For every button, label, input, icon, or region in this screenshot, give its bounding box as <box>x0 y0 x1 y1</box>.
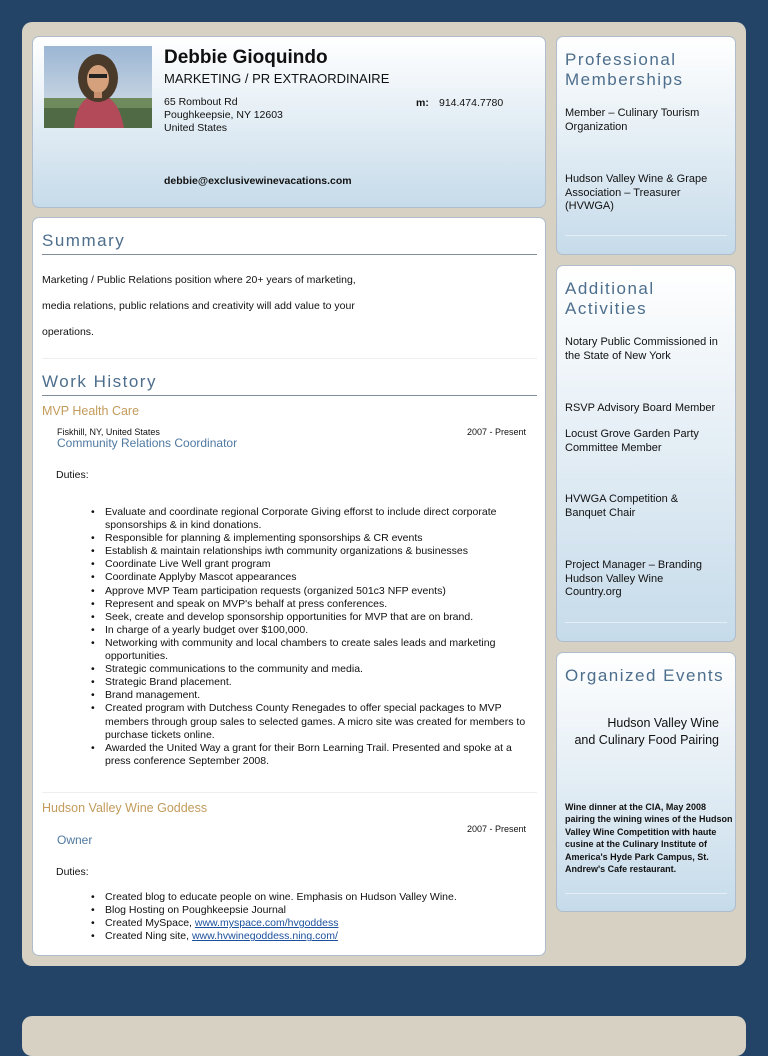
duty-item <box>91 891 536 904</box>
duty-item: • Strategic Brand placement. <box>91 676 536 689</box>
work-history-heading: Work History <box>42 372 157 391</box>
summary-text <box>42 267 532 345</box>
activity-item-5: Project Manager – Branding Hudson Valley Wine Country.org <box>565 559 702 598</box>
activity-item-3: Locust Grove Garden Party Committee Member <box>565 428 699 454</box>
duty-item: • Seek, create and develop sponsorship opportunities for MVP that are on brand. <box>91 611 536 624</box>
duty-item: • In charge of a yearly budget over $100,000. <box>91 624 536 637</box>
duty-item: • Evaluate and coordinate regional Corporate Giving efforst to include direct corporate sponsorships & in kind donations. <box>91 506 536 532</box>
activity-item-4: HVWGA Competition & Banquet Chair <box>565 493 679 519</box>
duty-text: Created MySpace, <box>105 917 195 930</box>
summary-heading: Summary <box>42 231 126 250</box>
ning-link[interactable]: www.hvwinegoddess.ning.com/ <box>191 930 338 943</box>
address-line-3: United States <box>164 122 228 134</box>
activities-heading-line-1: Additional <box>565 279 655 298</box>
duty-item <box>91 917 536 930</box>
job-1-dates: 2007 - Present <box>467 427 527 437</box>
phone-number: 914.474.7780 <box>439 97 504 109</box>
duty-item: • Coordinate Live Well grant program <box>91 558 536 571</box>
memberships-heading-line-2: Memberships <box>565 70 684 89</box>
duty-text: Created blog to educate people on wine. Emphasis on Hudson Valley Wine. <box>105 891 457 903</box>
duty-item: • Created program with Dutchess County Renegades to offer special packages to MVP members through group sales to selected games. A micro site was created for members to purchase tickets online. <box>91 702 536 741</box>
candidate-name: Debbie Gioquindo <box>164 47 328 68</box>
events-heading: Organized Events <box>565 666 725 685</box>
events-divider <box>565 893 727 894</box>
job-divider <box>42 792 537 793</box>
event-description-line-1: Wine dinner at the CIA, May 2008 <box>565 802 706 812</box>
email-address[interactable]: debbie@exclusivewinevacations.com <box>164 175 352 187</box>
memberships-card <box>556 36 736 255</box>
duty-item: • Awarded the United Way a grant for their Born Learning Trail. Presented and spoke at a press conference September 2008. <box>91 742 536 768</box>
job-2-duties-list <box>91 891 536 943</box>
duty-item: • Represent and speak on MVP's behalf at press conferences. <box>91 598 536 611</box>
job-1-location: Fiskhill, NY, United States <box>57 427 160 437</box>
phone-label: m: <box>416 97 429 109</box>
job-2-role: Owner <box>57 833 93 847</box>
summary-line-1: Marketing / Public Relations position where 20+ years of marketing, <box>42 274 356 286</box>
duty-item <box>91 904 536 917</box>
header-card <box>32 36 546 208</box>
event-description-line-4: cusine at the Culinary Institute of <box>565 839 708 850</box>
myspace-link[interactable]: www.myspace.com/hvgoddess <box>194 917 339 930</box>
membership-item-1: Member – Culinary Tourism Organization <box>565 107 700 133</box>
event-description <box>565 801 737 875</box>
job-1-duties-label: Duties: <box>56 469 89 481</box>
memberships-heading-line-1: Professional <box>565 50 677 69</box>
activities-divider <box>565 622 727 623</box>
next-page-frame <box>22 1016 746 1056</box>
address-line-2: Poughkeepsie, NY 12603 <box>164 109 283 121</box>
job-1-role: Community Relations Coordinator <box>57 436 238 450</box>
duty-item <box>91 930 536 943</box>
duty-item: • Approve MVP Team participation requests (organized 501c3 NFP events) <box>91 585 536 598</box>
memberships-divider <box>565 235 727 236</box>
duty-item: • Networking with community and local chambers to create sales leads and marketing opportunities. <box>91 637 536 663</box>
job-2-company: Hudson Valley Wine Goddess <box>42 801 208 815</box>
summary-line-2: media relations, public relations and creativity will add value to your <box>42 300 355 312</box>
events-card <box>556 652 736 912</box>
job-1-company: MVP Health Care <box>42 404 140 418</box>
event-description-line-3: Valley Wine Competition with haute <box>565 826 717 837</box>
activities-heading-line-2: Activities <box>565 299 648 318</box>
duty-text: Blog Hosting on Poughkeepsie Journal <box>105 904 286 917</box>
duty-item: • Strategic communications to the community and media. <box>91 663 536 676</box>
avatar <box>44 46 152 128</box>
event-description-line-2: pairing the wining wines of the Hudson <box>565 814 733 825</box>
event-title-line-2: and Culinary Food Pairing <box>574 732 719 747</box>
job-2-dates: 2007 - Present <box>467 824 527 834</box>
duty-item: • Coordinate Applyby Mascot appearances <box>91 571 536 584</box>
job-1-duties-list <box>91 506 536 768</box>
duty-item: • Responsible for planning & implementing sponsorships & CR events <box>91 532 536 545</box>
memberships-heading <box>565 50 684 90</box>
duty-item: • Brand management. <box>91 689 536 702</box>
job-2-duties-label: Duties: <box>56 866 89 878</box>
summary-line-3: operations. <box>42 326 94 338</box>
candidate-tagline: MARKETING / PR EXTRAORDINAIRE <box>164 71 390 86</box>
address <box>164 96 283 135</box>
event-title-line-1: Hudson Valley Wine <box>607 716 719 730</box>
event-title <box>565 715 730 748</box>
event-description-line-5: America's Hyde Park Campus, St. <box>565 851 709 862</box>
event-description-line-6: Andrew's Cafe restaurant. <box>565 864 677 875</box>
membership-item-2: Hudson Valley Wine & Grape Association – Treasurer (HVWGA) <box>565 173 708 212</box>
address-line-1: 65 Rombout Rd <box>164 96 238 108</box>
duty-text: Created Ning site, <box>105 930 192 943</box>
activities-heading <box>565 279 655 319</box>
work-history-rule <box>42 395 537 396</box>
activity-item-1: Notary Public Commissioned in the State of New York <box>565 336 718 362</box>
summary-rule <box>42 254 537 255</box>
activity-item-2: RSVP Advisory Board Member <box>565 402 716 414</box>
summary-divider <box>42 358 537 359</box>
duty-item: • Establish & maintain relationships iwth community organizations & businesses <box>91 545 536 558</box>
main-card <box>32 217 546 956</box>
activities-card <box>556 265 736 642</box>
